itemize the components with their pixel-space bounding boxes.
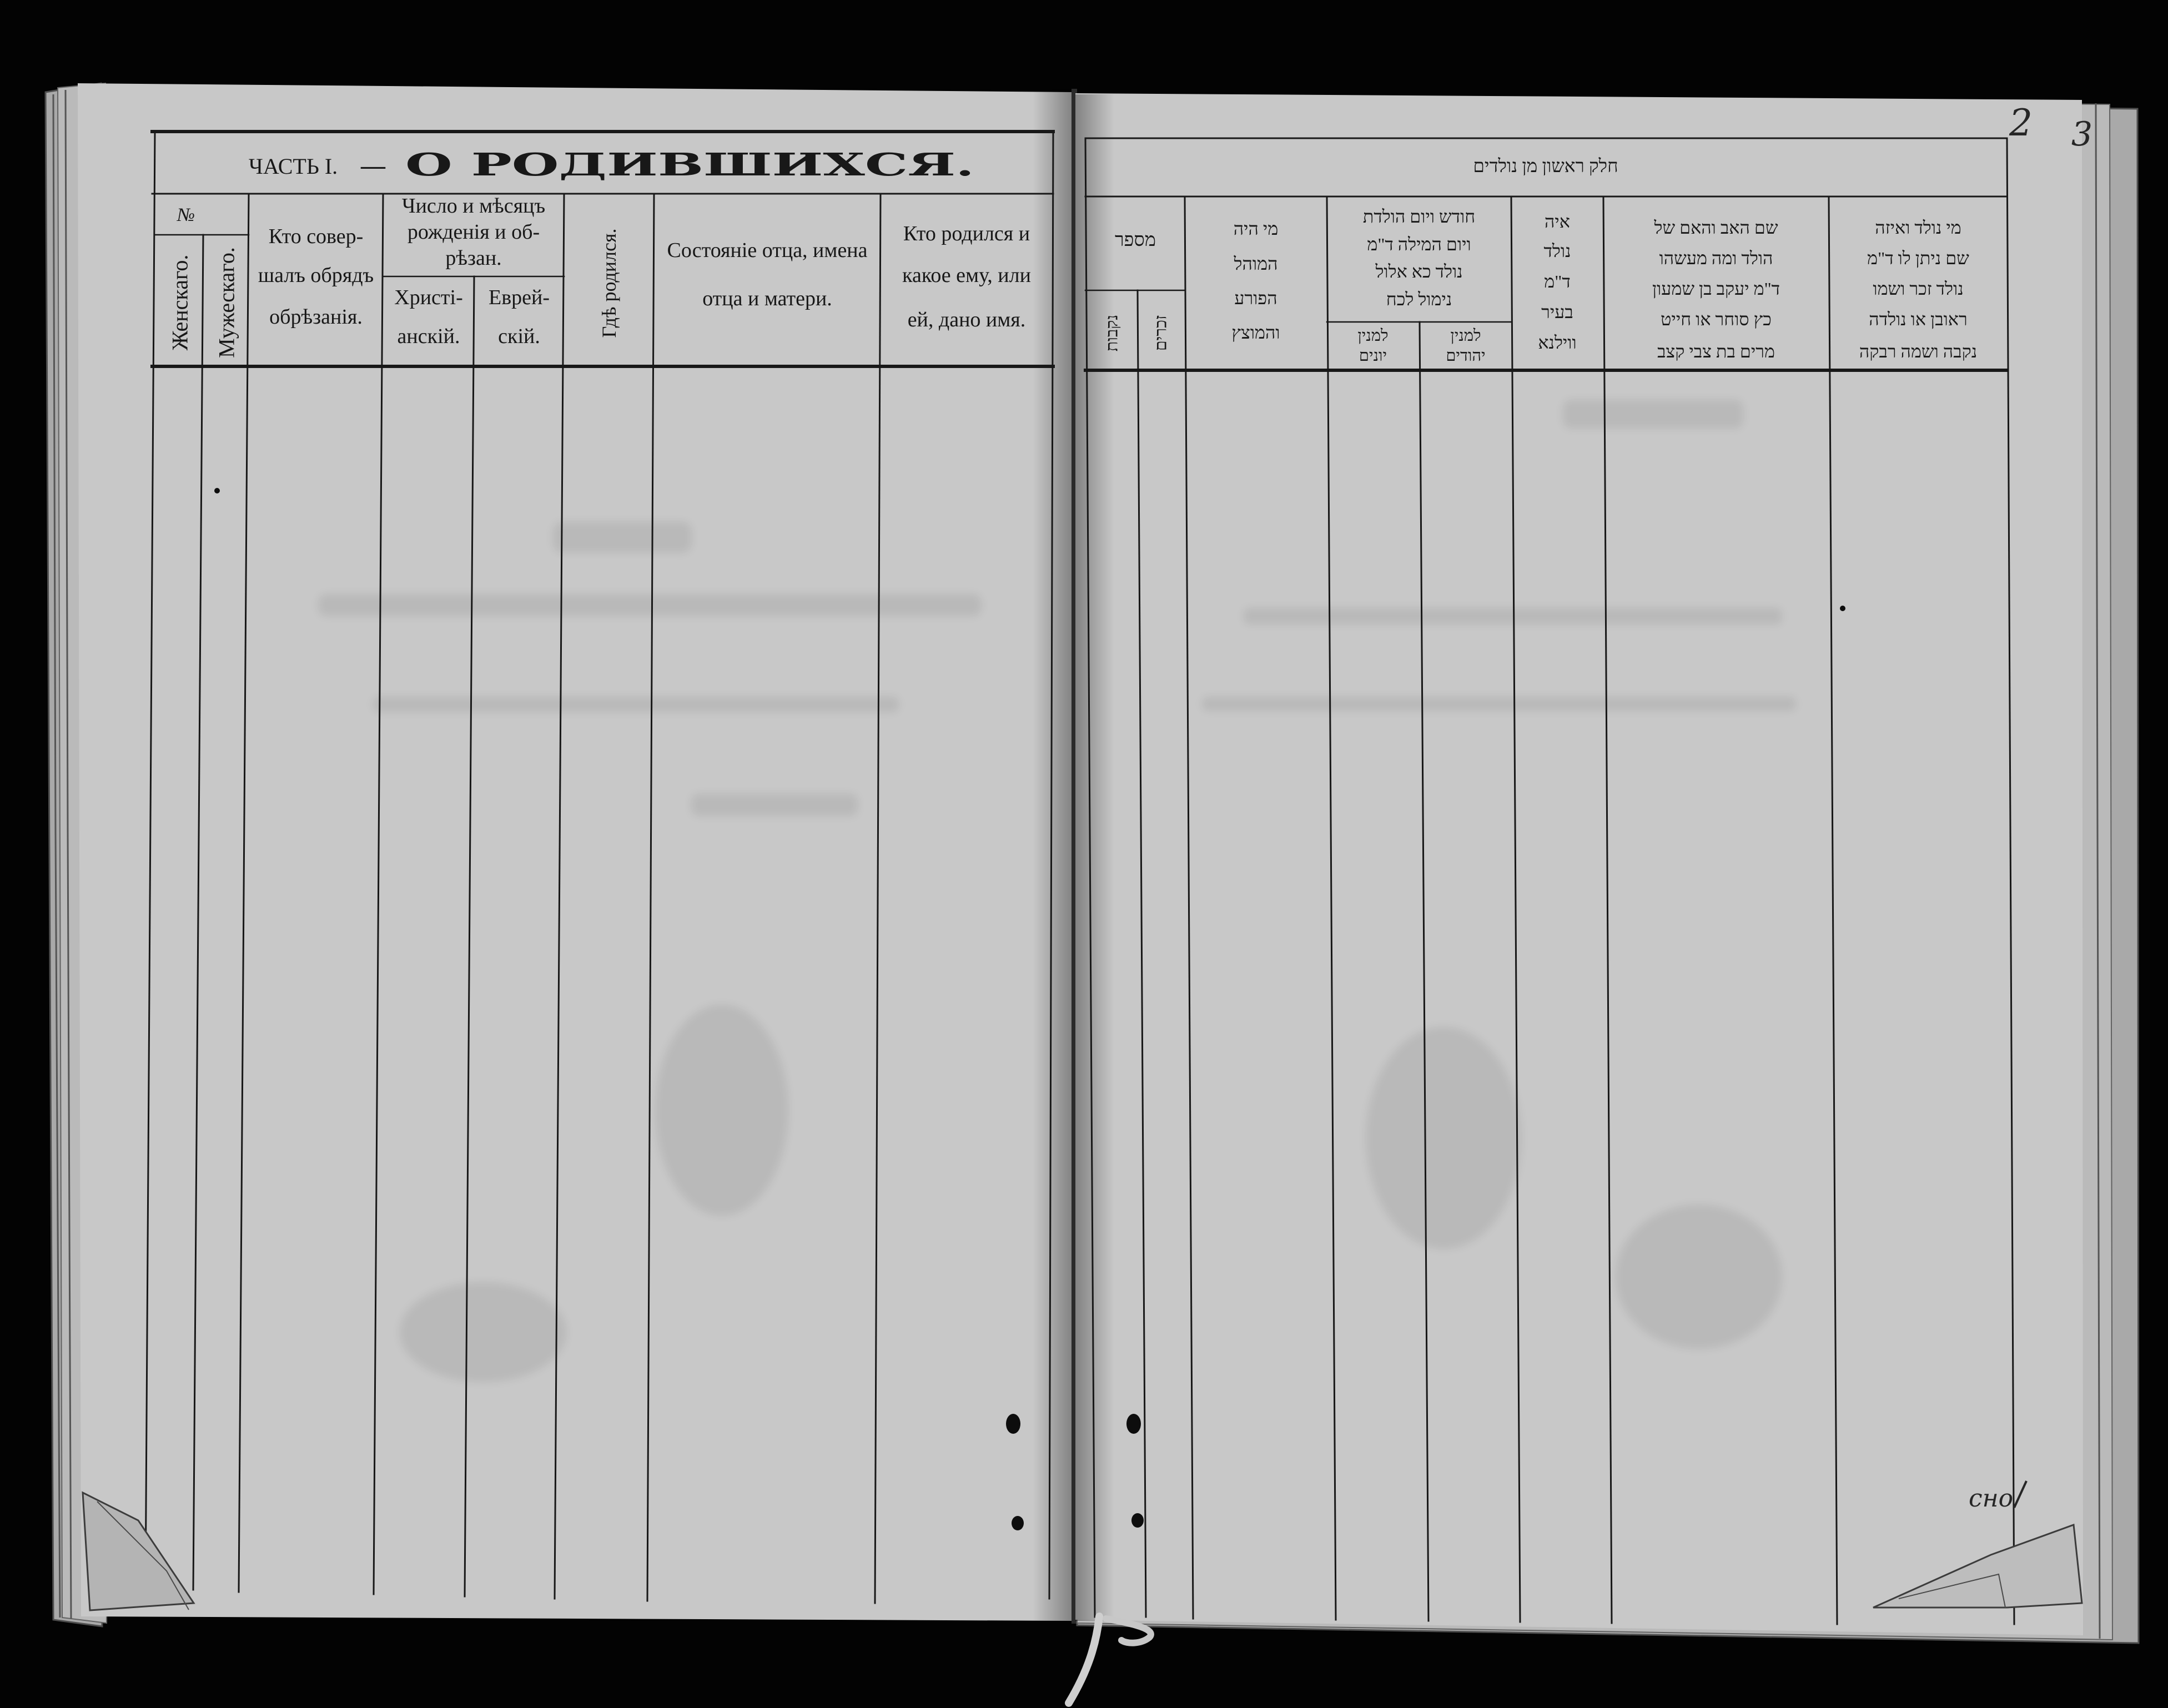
mohel-header-line: המוהל — [1234, 254, 1278, 274]
ink-dot — [1840, 606, 1845, 611]
hebrew-christian-date-header-line: למנין — [1357, 327, 1389, 345]
hebrew-child-name-header-line: נולד זכר ושמו — [1873, 279, 1964, 299]
folio-number: 3 — [2071, 115, 2093, 154]
section-title: О РОДИВШИХСЯ. — [405, 147, 974, 183]
hebrew-birth-date-header-line: נולד כא אלול — [1375, 261, 1463, 281]
jewish-date-header-line: Еврей- — [488, 286, 550, 309]
child-name-header-line: Кто родился и — [903, 222, 1030, 245]
birth-date-header-line: рѣзан. — [445, 246, 502, 270]
mohel-header-line: והמוצץ — [1231, 323, 1280, 342]
hebrew-birthplace-header-line: ווילנא — [1538, 332, 1577, 352]
ink-dot — [214, 488, 220, 493]
ink-blot — [1131, 1513, 1144, 1528]
birth-date-header-line: рожденія и об- — [407, 220, 540, 244]
mohel-header-line: מי היה — [1233, 219, 1279, 239]
bleed-through-smudge — [318, 594, 982, 616]
hebrew-child-name-header-line: שם ניתן לו ד"מ — [1867, 248, 1969, 268]
hebrew-birth-date-header-line: ויום המילה ד"מ — [1367, 234, 1471, 254]
hebrew-birthplace-header-line: ד"מ — [1544, 271, 1571, 291]
bleed-through-smudge — [1244, 608, 1782, 624]
right-page-group — [1075, 93, 2139, 1643]
bleed-through-smudge — [1202, 697, 1796, 711]
hebrew-christian-date-header-line: יונים — [1359, 347, 1387, 365]
number-header: № — [177, 205, 195, 225]
hebrew-birthplace-header-line: בעיר — [1541, 302, 1573, 322]
hebrew-jewish-date-header-line: יהודים — [1446, 347, 1486, 365]
margin-note: сно — [1968, 1484, 2014, 1513]
circumciser-header-line: обрѣзанія. — [269, 305, 363, 329]
birthplace-column-header: Гдѣ родился. — [598, 228, 620, 338]
male-column-header: Мужескаго. — [214, 247, 239, 358]
parents-header-line: Состояніе отца, имена — [667, 239, 868, 262]
circumciser-header-line: Кто совер- — [268, 225, 364, 248]
female-column-header: Женскаго. — [167, 254, 193, 351]
ink-blot — [1006, 1414, 1020, 1434]
bleed-through-smudge — [1366, 1027, 1521, 1249]
title-dash: — — [361, 152, 385, 179]
bleed-through-smudge — [553, 522, 692, 553]
child-name-header-line: какое ему, или — [902, 264, 1031, 287]
christian-date-header-line: анскій. — [397, 325, 460, 348]
hebrew-birth-date-header-line: נימול לכח — [1386, 289, 1452, 309]
circumciser-header-line: шалъ обрядъ — [258, 264, 374, 287]
left-page-group — [46, 83, 1073, 1626]
hebrew-birthplace-header-line: נולד — [1543, 241, 1571, 261]
child-name-header-line: ей, дано имя. — [907, 308, 1026, 331]
hebrew-parents-header-line: ד"מ יעקב בן שמעון — [1652, 279, 1780, 299]
hebrew-child-name-header-line: ראובן או נולדה — [1869, 309, 1968, 329]
ink-blot — [1126, 1414, 1141, 1434]
christian-date-header-line: Христі- — [394, 286, 463, 309]
hebrew-female-column-header: נקבות — [1103, 314, 1121, 352]
hebrew-number-header: מספר — [1114, 230, 1156, 250]
bleed-through-smudge — [1563, 400, 1743, 429]
hebrew-jewish-date-header-line: למנין — [1450, 327, 1481, 345]
hebrew-section-title: חלק ראשון מן נולדים — [1473, 157, 1618, 177]
hebrew-child-name-header-line: נקבה ושמה רבקה — [1859, 341, 1978, 361]
folio-number: 2 — [2009, 102, 2033, 144]
hebrew-male-column-header: זכרים — [1151, 315, 1170, 351]
bleed-through-smudge — [400, 1282, 566, 1382]
hebrew-parents-header-line: הולד ומה מעשהו — [1659, 248, 1773, 268]
hebrew-parents-header-line: מרים בת צבי קצב — [1657, 341, 1775, 361]
mohel-header-line: הפורע — [1234, 288, 1277, 308]
birth-date-header-line: Число и мѣсяцъ — [401, 194, 546, 218]
bleed-through-smudge — [373, 697, 899, 712]
hebrew-parents-header-line: שם האב והאם של — [1654, 218, 1778, 238]
part-label: ЧАСТЬ I. — [248, 154, 338, 179]
hebrew-parents-header-line: כץ סוחר או חייט — [1661, 309, 1772, 329]
hebrew-child-name-header-line: מי נולד ואיזה — [1875, 218, 1961, 238]
hebrew-birthplace-header-line: איה — [1545, 211, 1570, 231]
jewish-date-header-line: скій. — [498, 325, 540, 348]
parents-header-line: отца и матери. — [702, 287, 832, 310]
bleed-through-smudge — [1616, 1205, 1782, 1349]
bleed-through-smudge — [655, 1005, 788, 1216]
ink-blot — [1012, 1516, 1024, 1530]
hebrew-birth-date-header-line: חודש ויום הולדת — [1362, 206, 1476, 226]
bleed-through-smudge — [691, 794, 858, 816]
